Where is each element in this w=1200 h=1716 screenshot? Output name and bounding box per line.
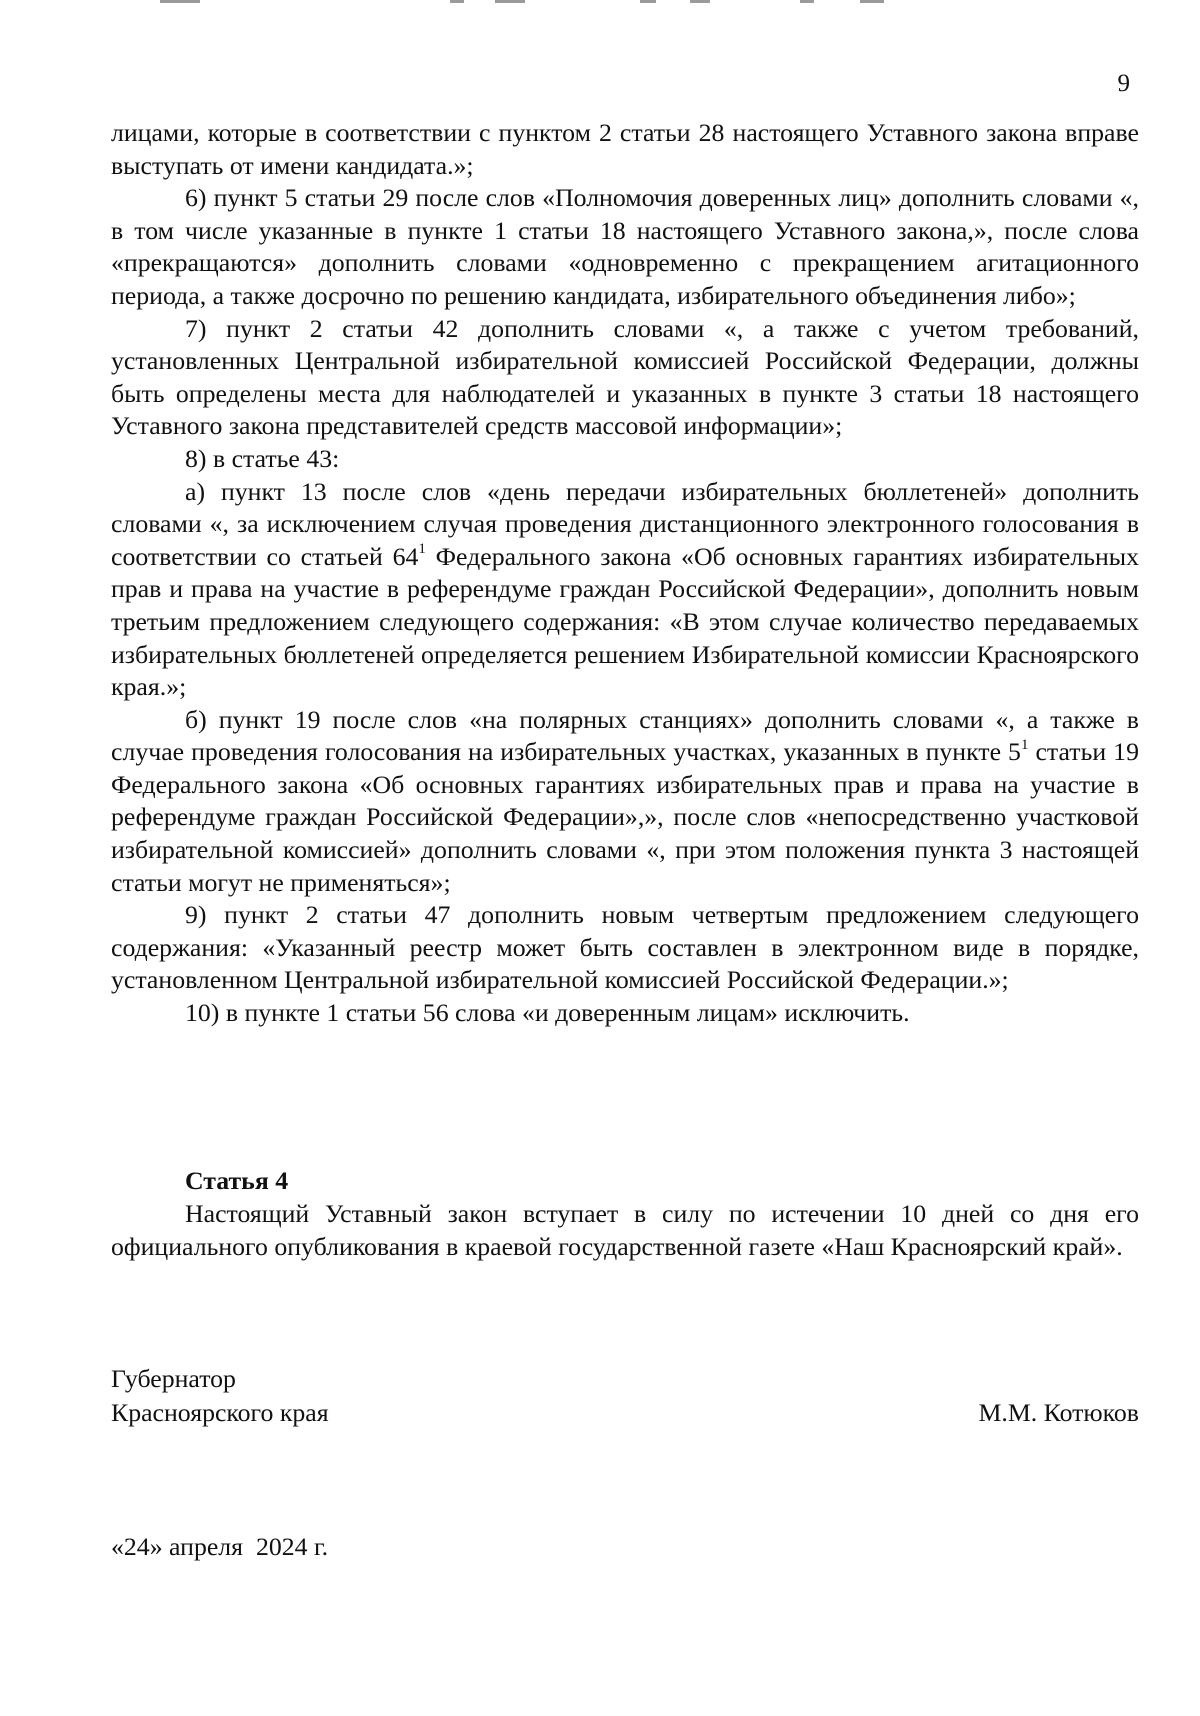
page-number: 9 bbox=[1117, 70, 1130, 97]
article-heading: Статья 4 bbox=[185, 1166, 289, 1195]
paragraph-item-8a: а) пункт 13 после слов «день передачи избирательных бюллетеней» дополнить словами «, за исключением случая проведения дистанционного электронного голосования в соответствии со статьей $64^1$ Федерального закона «Об основных гарантиях избирательных прав и права на участие в референдуме граждан Российской Федерации», дополнить новым третьим предложением следующего содержания: «В этом случае количество передаваемых избирательных бюллетеней определяется решением Избирательной комиссии Красноярского края.»; bbox=[111, 476, 1139, 702]
superscript-marker: 1 bbox=[1020, 736, 1029, 753]
paragraph-item-7: 7) пункт 2 статьи 42 дополнить словами «, а также с учетом требований, установленных Центральной избирательной комиссией Российской Федерации, должны быть определены места для наблюдателей и указанных в пункте 3 статьи 18 настоящего Уставного закона представителей средств массовой информации»; bbox=[111, 313, 1139, 441]
scan-edge-marks bbox=[160, 0, 1060, 6]
paragraph-item-9: 9) пункт 2 статьи 47 дополнить новым четвертым предложением следующего содержания: «Указанный реестр может быть составлен в электронном виде в порядке, установленном Центральной избирательной комиссией Российской Федерации.»; bbox=[111, 900, 1139, 995]
article-paragraph: Настоящий Уставный закон вступает в силу по истечении 10 дней со дня его официального опубликования в краевой государственной газете «Наш Красноярский край». bbox=[111, 1199, 1139, 1261]
superscript-marker: 1 bbox=[418, 541, 426, 558]
paragraph-item-6: 6) пункт 5 статьи 29 после слов «Полномочия доверенных лиц» дополнить словами «, в том числе указанные в пункте 1 статьи 18 настоящего Уставного закона,», после слова «прекращаются» дополнить словами «одновременно с прекращением агитационного периода, а также досрочно по решению кандидата, избирательного объединения либо»; bbox=[111, 183, 1139, 310]
signatory-title bbox=[111, 1362, 329, 1430]
signatory-name: М.М. Котюков bbox=[978, 1398, 1139, 1427]
signatory-title-line2: Красноярского края bbox=[111, 1398, 329, 1427]
signing-date: «24» апреля 2024 г. bbox=[111, 1532, 329, 1561]
article-body bbox=[111, 1198, 1139, 1263]
paragraph-continuation: лицами, которые в соответствии с пунктом 2 статьи 28 настоящего Уставного закона вправе выступать от имени кандидата.»; bbox=[111, 118, 1139, 180]
signatory-title-line1: Губернатор bbox=[111, 1364, 236, 1393]
paragraph-item-10: 10) в пункте 1 статьи 56 слова «и доверенным лицам» исключить. bbox=[185, 998, 910, 1028]
paragraph-item-8: 8) в статье 43: bbox=[185, 443, 340, 473]
amendments-text bbox=[111, 117, 1139, 1030]
paragraph-item-8b: б) пункт 19 после слов «на полярных станциях» дополнить словами «, а также в случае проведения голосования на избирательных участках, указанных в пункте $5^1$ статьи 19 Федерального закона «Об основных гарантиях избирательных прав и права на участие в референдуме граждан Российской Федерации»,», после слов «непосредственно участковой избирательной комиссией» дополнить словами «, при этом положения пункта 3 настоящей статьи могут не применяться»; bbox=[111, 704, 1139, 897]
